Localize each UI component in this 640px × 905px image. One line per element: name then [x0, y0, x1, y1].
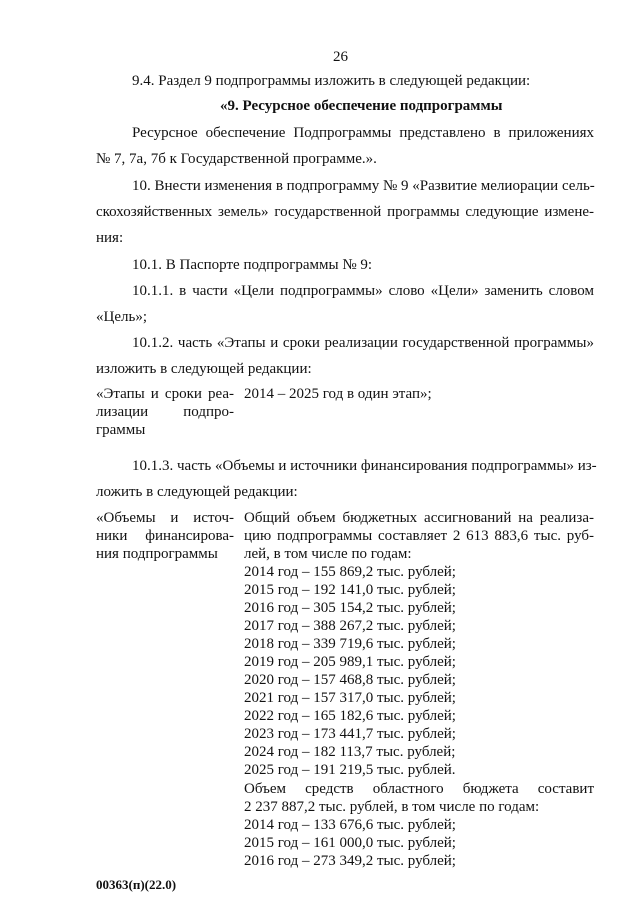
footer-code: 00363(п)(22.0): [96, 877, 177, 892]
table-label-line: лизации подпро-: [96, 404, 234, 420]
year-amount: 2020 год – 157 468,8 тыс. рублей;: [244, 672, 456, 688]
table-label-line: ники финансирова-: [96, 528, 234, 544]
section-heading: «9. Ресурсное обеспечение подпрограммы: [220, 98, 503, 114]
year-amount: 2023 год – 173 441,7 тыс. рублей;: [244, 726, 456, 742]
table-label-line: «Объемы и источ-: [96, 510, 234, 526]
year-amount: 2024 год – 182 113,7 тыс. рублей;: [244, 744, 456, 760]
year-amount: 2022 год – 165 182,6 тыс. рублей;: [244, 708, 456, 724]
paragraph-line: № 7, 7а, 7б к Государственной программе.».: [96, 151, 377, 167]
year-amount: 2014 год – 133 676,6 тыс. рублей;: [244, 817, 456, 833]
table-label-line: ния подпрограммы: [96, 546, 218, 562]
paragraph-line: 10.1.3. часть «Объемы и источники финансирования подпрограммы» из-: [132, 458, 597, 474]
paragraph-line: 10.1.2. часть «Этапы и сроки реализации государственной программы»: [132, 335, 594, 351]
table-value-line: Объем средств областного бюджета составит: [244, 781, 594, 797]
year-amount: 2015 год – 192 141,0 тыс. рублей;: [244, 582, 456, 598]
year-amount: 2025 год – 191 219,5 тыс. рублей.: [244, 762, 456, 778]
year-amount: 2018 год – 339 719,6 тыс. рублей;: [244, 636, 456, 652]
table-label-line: «Этапы и сроки реа-: [96, 386, 234, 402]
table-value-line: цию подпрограммы составляет 2 613 883,6 тыс. руб-: [244, 528, 594, 544]
paragraph-line: изложить в следующей редакции:: [96, 361, 312, 377]
year-amount: 2016 год – 305 154,2 тыс. рублей;: [244, 600, 456, 616]
paragraph-line: ния:: [96, 230, 124, 246]
paragraph-line: 10.1.1. в части «Цели подпрограммы» слово «Цели» заменить словом: [132, 283, 594, 299]
paragraph-line: 9.4. Раздел 9 подпрограммы изложить в следующей редакции:: [132, 73, 531, 89]
table-value: 2014 – 2025 год в один этап»;: [244, 386, 432, 402]
paragraph-line: скохозяйственных земель» государственной программы следующие измене-: [96, 204, 594, 220]
table-value-line: лей, в том числе по годам:: [244, 546, 412, 562]
year-amount: 2016 год – 273 349,2 тыс. рублей;: [244, 853, 456, 869]
paragraph-line: «Цель»;: [96, 309, 147, 325]
page-number: 26: [333, 49, 348, 65]
table-value-line: 2 237 887,2 тыс. рублей, в том числе по годам:: [244, 799, 540, 815]
paragraph-line: ложить в следующей редакции:: [96, 484, 298, 500]
paragraph-line: 10.1. В Паспорте подпрограммы № 9:: [132, 257, 373, 273]
year-amount: 2014 год – 155 869,2 тыс. рублей;: [244, 564, 456, 580]
paragraph-line: 10. Внести изменения в подпрограмму № 9 «Развитие мелиорации сель-: [132, 178, 595, 194]
year-amount: 2017 год – 388 267,2 тыс. рублей;: [244, 618, 456, 634]
table-label-line: граммы: [96, 422, 146, 438]
year-amount: 2015 год – 161 000,0 тыс. рублей;: [244, 835, 456, 851]
year-amount: 2019 год – 205 989,1 тыс. рублей;: [244, 654, 456, 670]
year-amount: 2021 год – 157 317,0 тыс. рублей;: [244, 690, 456, 706]
table-value-line: Общий объем бюджетных ассигнований на реализа-: [244, 510, 594, 526]
paragraph-line: Ресурсное обеспечение Подпрограммы представлено в приложениях: [132, 125, 594, 141]
